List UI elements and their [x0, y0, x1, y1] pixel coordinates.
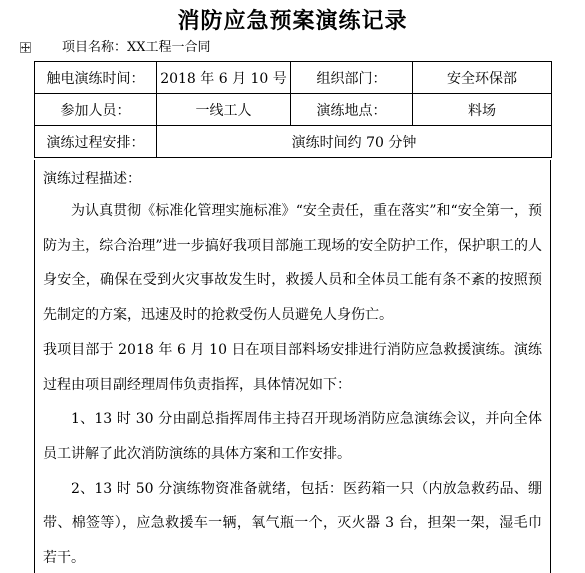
description-paragraph: 2、13 时 50 分演练物资准备就绪，包括：医药箱一只（内放急救药品、绷带、棉签等），应急救援车一辆，氧气瓶一个，灭火器 3 台，担架一架，湿毛巾若干。	[43, 480, 542, 567]
arrangement-value[interactable]: 演练时间约 70 分钟	[157, 126, 552, 158]
description-paragraph: 为认真贯彻《标准化管理实施标准》“安全责任，重在落实”和“安全第一，预防为主，综合治理”进一步搞好我项目部施工现场的安全防护工作，保护职工的人身安全，确保在受到火灾事故发生时，救援人员和全体员工能有条不紊的按照预先制定的方案，迅速及时的抢救受伤人员避免人身伤亡。	[43, 203, 542, 324]
participants-label: 参加人员：	[35, 94, 157, 126]
description-paragraph: 我项目部于 2018 年 6 月 10 日在项目部料场安排进行消防应急救援演练。演练过程由项目副经理周伟负责指挥，具体情况如下：	[43, 341, 542, 393]
participants-value[interactable]: 一线工人	[157, 94, 291, 126]
project-name: 项目名称：XX工程一合同	[62, 40, 211, 55]
location-label: 演练地点：	[291, 94, 413, 126]
description-cell[interactable]	[34, 160, 551, 573]
arrangement-label: 演练过程安排：	[35, 126, 157, 158]
description-heading: 演练过程描述：	[43, 171, 141, 187]
drill-time-label: 触电演练时间：	[35, 62, 157, 94]
location-value[interactable]: 料场	[413, 94, 552, 126]
department-value[interactable]: 安全环保部	[413, 62, 552, 94]
document-title: 消防应急预案演练记录	[177, 8, 408, 34]
table-row	[35, 62, 552, 94]
drill-time-value[interactable]: 2018 年 6 月 10 号	[157, 62, 291, 94]
table-row	[35, 126, 552, 158]
table-row	[35, 94, 552, 126]
description-paragraph: 1、13 时 30 分由副总指挥周伟主持召开现场消防应急演练会议，并向全体员工讲解了此次消防演练的具体方案和工作安排。	[43, 411, 542, 462]
move-cross-icon[interactable]	[20, 42, 31, 53]
department-label: 组织部门：	[291, 62, 413, 94]
record-table	[34, 61, 552, 158]
